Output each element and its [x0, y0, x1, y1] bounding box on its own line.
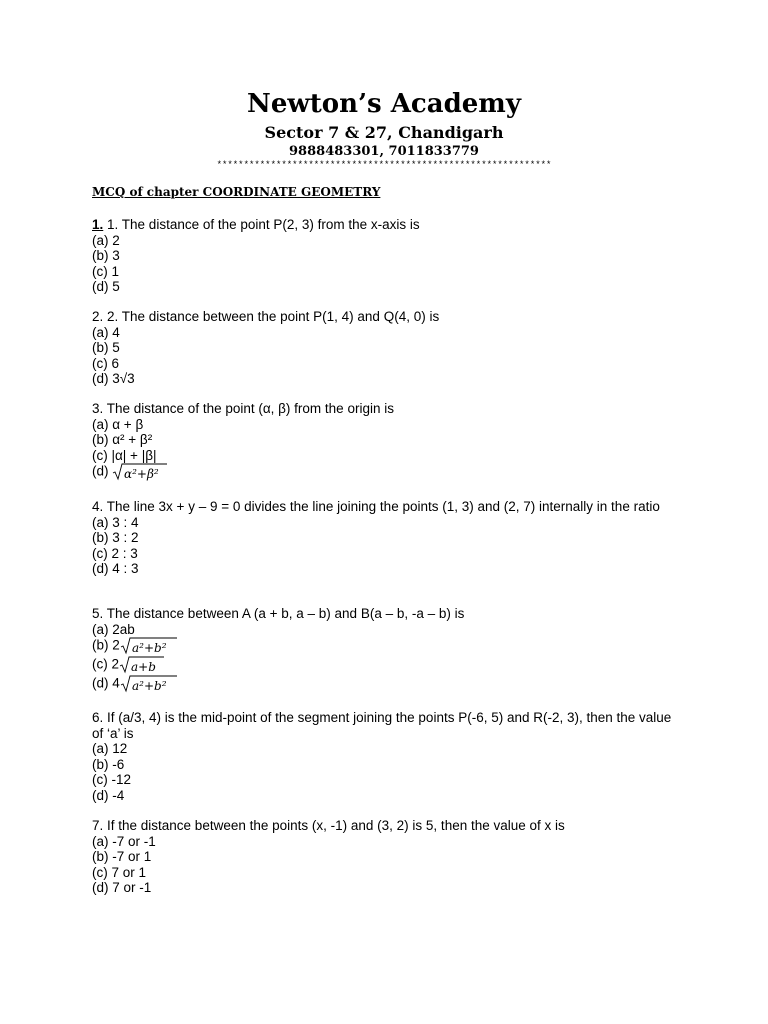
question-number: 1. [92, 217, 104, 232]
option: (d) -4 [92, 787, 125, 803]
option: (b) 5 [92, 340, 120, 355]
option: (a) 4 [92, 324, 120, 340]
option: (c) 1 [92, 263, 119, 279]
question-4 [92, 499, 682, 577]
option: (c) -12 [92, 772, 132, 787]
option: (c) 7 or 1 [92, 864, 147, 880]
question-stem: 2. 2. The distance between the point P(1, 4) and Q(4, 0) is [92, 309, 440, 324]
question-stem: 7. If the distance between the points (x, -1) and (3, 2) is 5, then the value of x is [92, 818, 565, 833]
question-stem: 1. 1. The distance of the point P(2, 3) from the x-axis is [92, 217, 420, 232]
option: (a) 12 [92, 741, 128, 756]
section-heading: MCQ of chapter COORDINATE GEOMETRY [92, 185, 381, 199]
question-stem: 3. The distance of the point (α, β) from the origin is [92, 401, 394, 416]
option: (d) 3√3 [92, 371, 135, 386]
option: (c) 2 : 3 [92, 545, 138, 561]
option: (a) 2 [92, 232, 120, 248]
option: (b) -7 or 1 [92, 849, 152, 864]
question-5 [92, 606, 682, 694]
option: (b) 2 a²+b² [92, 637, 682, 656]
option: (c) 6 [92, 355, 119, 371]
radical-content: a+b [131, 660, 156, 674]
radical-expression [112, 463, 168, 481]
option: (b) 3 : 2 [92, 530, 139, 545]
question-2 [92, 309, 682, 387]
option: (d) 7 or -1 [92, 880, 152, 895]
option: (d) 4 : 3 [92, 561, 139, 576]
academy-address: Sector 7 & 27, Chandigarh [264, 123, 504, 142]
option: (d) α²+β² [92, 463, 682, 481]
option: (a) 3 : 4 [92, 514, 139, 530]
radical-content: a²+b² [131, 641, 167, 655]
radical-content: a²+b² [131, 679, 167, 693]
question-1 [92, 217, 682, 295]
question-stem: 5. The distance between A (a + b, a – b) and B(a – b, -a – b) is [92, 606, 465, 621]
option: (c) |α| + |β| [92, 447, 157, 463]
option: (b) α² + β² [92, 432, 153, 447]
option: (b) -6 [92, 756, 125, 772]
header [0, 86, 768, 170]
option: (a) 2ab [92, 621, 135, 637]
radical-expression [120, 675, 178, 693]
question-stem: 4. The line 3x + y – 9 = 0 divides the line joining the points (1, 3) and (2, 7) internally in the ratio [92, 499, 660, 514]
question-3 [92, 401, 682, 481]
academy-phones: 9888483301, 7011833779 [289, 144, 479, 159]
radical-expression [120, 637, 178, 655]
option: (b) 3 [92, 248, 120, 263]
star-divider: ************************************************************** [216, 160, 552, 170]
question-7 [92, 818, 682, 896]
question-6 [92, 710, 682, 803]
question-stem: 6. If (a/3, 4) is the mid-point of the segment joining the points P(-6, 5) and R(-2, 3), then the value of ‘a’ is [92, 710, 672, 741]
option: (c) 2 a+b [92, 656, 682, 675]
option: (a) α + β [92, 416, 144, 432]
radical-expression [119, 656, 165, 674]
academy-title: Newton’s Academy [247, 89, 521, 119]
radical-content: α²+β² [124, 467, 159, 481]
option: (d) 4 a²+b² [92, 675, 682, 694]
option: (a) -7 or -1 [92, 833, 156, 849]
option: (d) 5 [92, 279, 120, 294]
